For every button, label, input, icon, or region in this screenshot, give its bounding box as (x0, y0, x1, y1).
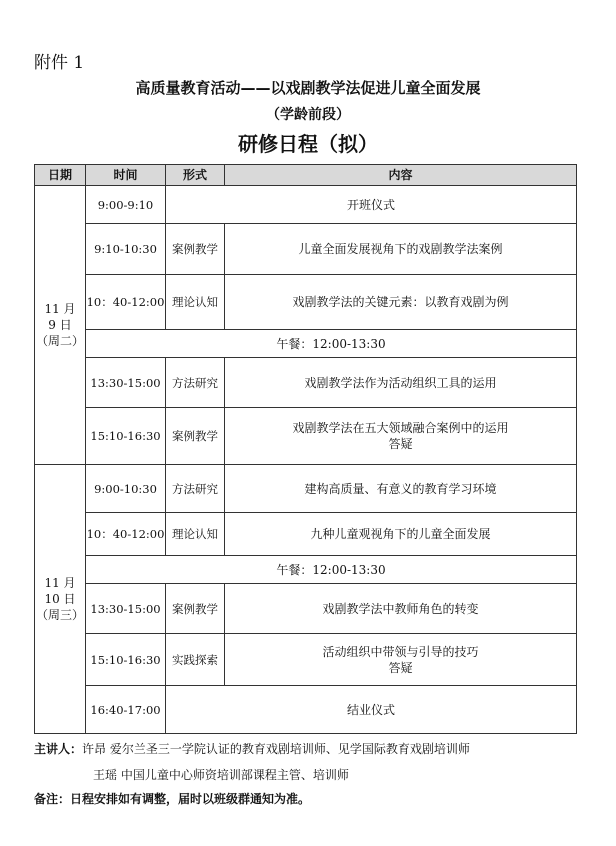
form-cell: 案例教学 (166, 584, 225, 634)
content-cell: 戏剧教学法的关键元素：以教育戏剧为例 (225, 275, 577, 330)
table-header-row (35, 165, 577, 186)
form-cell: 方法研究 (166, 358, 225, 408)
table-row (35, 186, 577, 224)
lunch-row (35, 330, 577, 358)
time-cell: 15:10-16:30 (86, 408, 166, 465)
table-row (35, 408, 577, 465)
time-cell: 10：40-12:00 (86, 513, 166, 556)
time-cell: 10：40-12:00 (86, 275, 166, 330)
table-row (35, 358, 577, 408)
form-cell: 理论认知 (166, 275, 225, 330)
form-cell: 实践探索 (166, 634, 225, 686)
header-date: 日期 (35, 165, 86, 186)
table-row (35, 275, 577, 330)
content-line: 戏剧教学法在五大领域融合案例中的运用 (292, 421, 509, 435)
lecturer-line-2: 王瑶 中国儿童中心师资培训部课程主管、培训师 (93, 768, 349, 782)
form-cell: 案例教学 (166, 224, 225, 275)
content-cell (225, 408, 577, 465)
date-weekday: （周三） (35, 608, 84, 622)
date-month: 11 月 (44, 576, 76, 590)
lunch-cell: 午餐：12:00-13:30 (86, 330, 577, 358)
table-row (35, 513, 577, 556)
document-title: 高质量教育活动——以戏剧教学法促进儿童全面发展 (135, 79, 481, 97)
lunch-row (35, 556, 577, 584)
content-cell: 九种儿童观视角下的儿童全面发展 (225, 513, 577, 556)
content-cell: 戏剧教学法中教师角色的转变 (225, 584, 577, 634)
time-cell: 13:30-15:00 (86, 584, 166, 634)
form-cell: 方法研究 (166, 465, 225, 513)
content-cell: 结业仪式 (166, 686, 577, 734)
lecturer-1-text: 许昂 爱尔兰圣三一学院认证的教育戏剧培训师、见学国际教育戏剧培训师 (82, 742, 470, 756)
content-line: 答疑 (388, 660, 413, 675)
content-cell: 儿童全面发展视角下的戏剧教学法案例 (225, 224, 577, 275)
content-cell: 开班仪式 (166, 186, 577, 224)
time-cell: 13:30-15:00 (86, 358, 166, 408)
document-subtitle: （学龄前段） (266, 107, 350, 123)
table-row (35, 224, 577, 275)
footnote: 备注：日程安排如有调整，届时以班级群通知为准。 (34, 792, 311, 806)
content-line: 活动组织中带领与引导的技巧 (322, 644, 479, 659)
time-cell: 16:40-17:00 (86, 686, 166, 734)
table-row (35, 584, 577, 634)
lunch-cell: 午餐：12:00-13:30 (86, 556, 577, 584)
lecturer-line-1 (34, 740, 470, 757)
time-cell: 15:10-16:30 (86, 634, 166, 686)
content-line: 答疑 (388, 437, 413, 451)
form-cell: 理论认知 (166, 513, 225, 556)
schedule-title: 研修日程（拟） (238, 132, 378, 156)
lecturer-label: 主讲人： (34, 742, 83, 756)
date-day: 10 日 (44, 592, 76, 606)
table-row (35, 686, 577, 734)
schedule-table (34, 164, 577, 734)
date-month: 11 月 (44, 302, 76, 316)
table-row (35, 465, 577, 513)
header-content: 内容 (225, 165, 577, 186)
header-time: 时间 (86, 165, 166, 186)
content-cell: 戏剧教学法作为活动组织工具的运用 (225, 358, 577, 408)
time-cell: 9:00-10:30 (86, 465, 166, 513)
attachment-label: 附件 1 (34, 53, 85, 73)
date-cell-day2 (35, 465, 86, 734)
table-row (35, 634, 577, 686)
header-form: 形式 (166, 165, 225, 186)
date-weekday: （周二） (35, 334, 84, 348)
content-cell (225, 634, 577, 686)
date-cell-day1 (35, 186, 86, 465)
time-cell: 9:00-9:10 (86, 186, 166, 224)
date-day: 9 日 (48, 318, 72, 332)
form-cell: 案例教学 (166, 408, 225, 465)
time-cell: 9:10-10:30 (86, 224, 166, 275)
content-cell: 建构高质量、有意义的教育学习环境 (225, 465, 577, 513)
